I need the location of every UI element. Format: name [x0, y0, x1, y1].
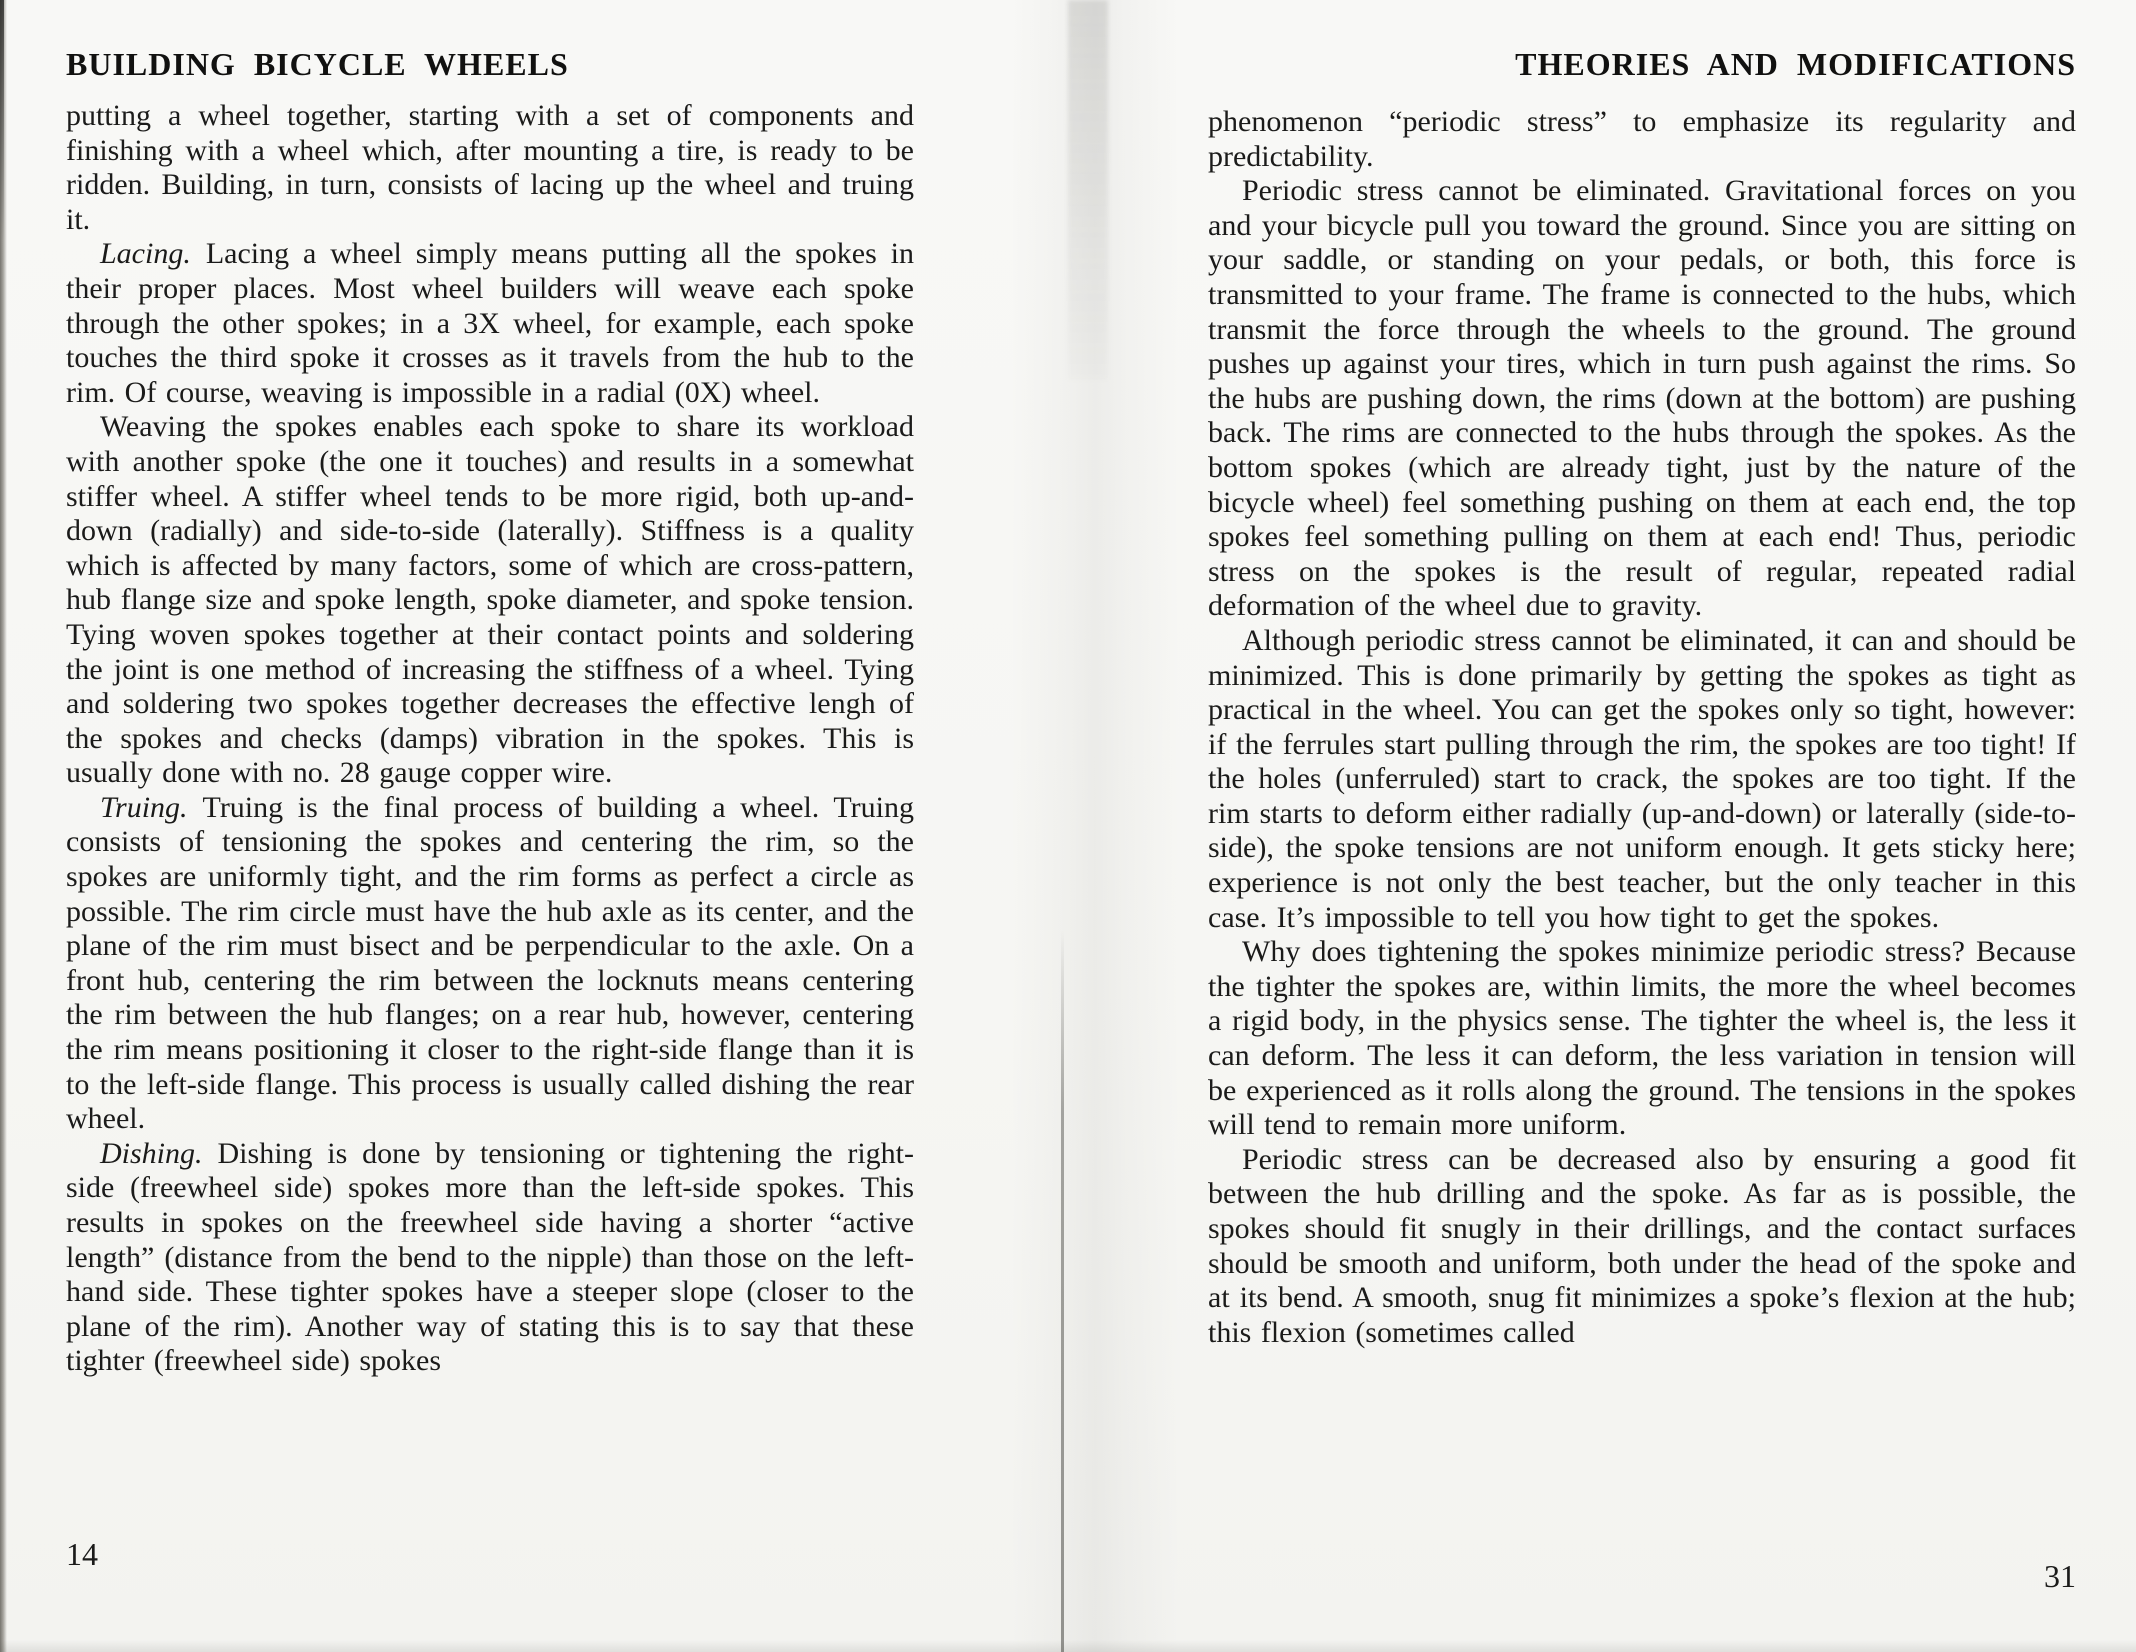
paragraph: Periodic stress can be decreased also by ensuring a good fit between the hub drilling and the spoke. As far as is possible, the spokes should fit snugly in their drillings, and the contact surfaces should be smooth and uniform, both under the head of the spoke and at its bend. A smooth, snug fit minimizes a spoke’s flexion at the hub; this flexion (sometimes called	[1208, 1142, 2076, 1349]
left-page-body	[66, 99, 914, 1379]
paragraph-lead: Lacing.	[100, 237, 191, 271]
left-page-number: 14	[66, 1536, 98, 1572]
left-page	[66, 46, 914, 1379]
right-page-number: 31	[2044, 1558, 2076, 1594]
paragraph-lead: Truing.	[100, 790, 188, 824]
gutter-smudge	[1068, 0, 1108, 380]
paragraph: Although periodic stress cannot be eliminated, it can and should be minimized. This is done primarily by getting the spokes as tight as practical in the wheel. You can get the spokes only so tight, however: if the ferrules start pulling through the rim, the spokes are too tight! If the holes (unferruled) start to crack, the spokes are too tight. If the rim starts to deform either radially (up-and-down) or laterally (side-to-side), the spoke tensions are not uniform enough. It gets sticky here; experience is not only the best teacher, but the only teacher in this case. It’s impossible to tell you how tight to get the spokes.	[1208, 623, 2076, 934]
paragraph: Why does tightening the spokes minimize periodic stress? Because the tighter the spokes are, within limits, the more the wheel becomes a rigid body, in the physics sense. The tighter the wheel is, the less it can deform. The less it can deform, the less variation in tension will be experienced as it rolls along the ground. The tensions in the spokes will tend to remain more uniform.	[1208, 935, 2076, 1142]
left-page-header: BUILDING BICYCLE WHEELS	[66, 46, 569, 82]
paragraph: Periodic stress cannot be eliminated. Gravitational forces on you and your bicycle pull you toward the ground. Since you are sitting on your saddle, or standing on your pedals, or both, this force is transmitted to your frame. The frame is connected to the hubs, which transmit the force through the wheels to the ground. The ground pushes up against your tires, which in turn push against the rims. So the hubs are pushing down, the rims (down at the bottom) are pushing back. The rims are connected to the hubs through the spokes. As the bottom spokes (which are already tight, just by the nature of the bicycle wheel) feel something pushing on them at each end, the top spokes feel something pulling on them at each end! Thus, periodic stress on the spokes is the result of regular, repeated radial deformation of the wheel due to gravity.	[1208, 174, 2076, 623]
right-page-body	[1208, 105, 2076, 1350]
paragraph: Truing. Truing is the final process of building a wheel. Truing consists of tensioning the spokes and centering the rim, so the spokes are uniformly tight, and the rim forms as perfect a circle as possible. The rim circle must have the hub axle as its center, and the plane of the rim must bisect and be perpendicular to the axle. On a front hub, centering the rim between the locknuts means centering the rim between the hub flanges; on a rear hub, however, centering the rim means positioning it closer to the right-side flange than it is to the left-side flange. This process is usually called dishing the rear wheel.	[66, 790, 914, 1136]
scan-left-edge-dark	[0, 0, 4, 240]
paragraph: Dishing. Dishing is done by tensioning or tightening the right-side (freewheel side) spokes more than the left-side spokes. This results in spokes on the freewheel side having a shorter “active length” (distance from the bend to the nipple) than those on the left-hand side. These tighter spokes have a steeper slope (closer to the plane of the rim). Another way of stating this is to say that these tighter (freewheel side) spokes	[66, 1136, 914, 1378]
gutter-binding-line	[1061, 930, 1064, 1652]
paragraph: putting a wheel together, starting with a set of components and finishing with a wheel which, after mounting a tire, is ready to be ridden. Building, in turn, consists of lacing up the wheel and truing it.	[66, 99, 914, 236]
paragraph-lead: Dishing.	[100, 1136, 203, 1170]
scan-bottom-edge	[0, 1640, 2136, 1652]
paragraph: Weaving the spokes enables each spoke to share its workload with another spoke (the one it touches) and results in a somewhat stiffer wheel. A stiffer wheel tends to be more rigid, both up-and-down (radially) and side-to-side (laterally). Stiffness is a quality which is affected by many factors, some of which are cross-pattern, hub flange size and spoke length, spoke diameter, and spoke tension. Tying woven spokes together at their contact points and soldering the joint is one method of increasing the stiffness of a wheel. Tying and soldering two spokes together decreases the effective lengh of the spokes and checks (damps) vibration in the spokes. This is usually done with no. 28 gauge copper wire.	[66, 410, 914, 790]
scan-left-edge	[0, 0, 7, 1652]
paragraph: Lacing. Lacing a wheel simply means putting all the spokes in their proper places. Most wheel builders will weave each spoke through the other spokes; in a 3X wheel, for example, each spoke touches the third spoke it crosses as it travels from the hub to the rim. Of course, weaving is impossible in a radial (0X) wheel.	[66, 237, 914, 409]
right-page-header: THEORIES AND MODIFICATIONS	[1515, 46, 2076, 82]
right-page	[1208, 46, 2076, 1350]
paragraph: phenomenon “periodic stress” to emphasize its regularity and predictability.	[1208, 105, 2076, 173]
